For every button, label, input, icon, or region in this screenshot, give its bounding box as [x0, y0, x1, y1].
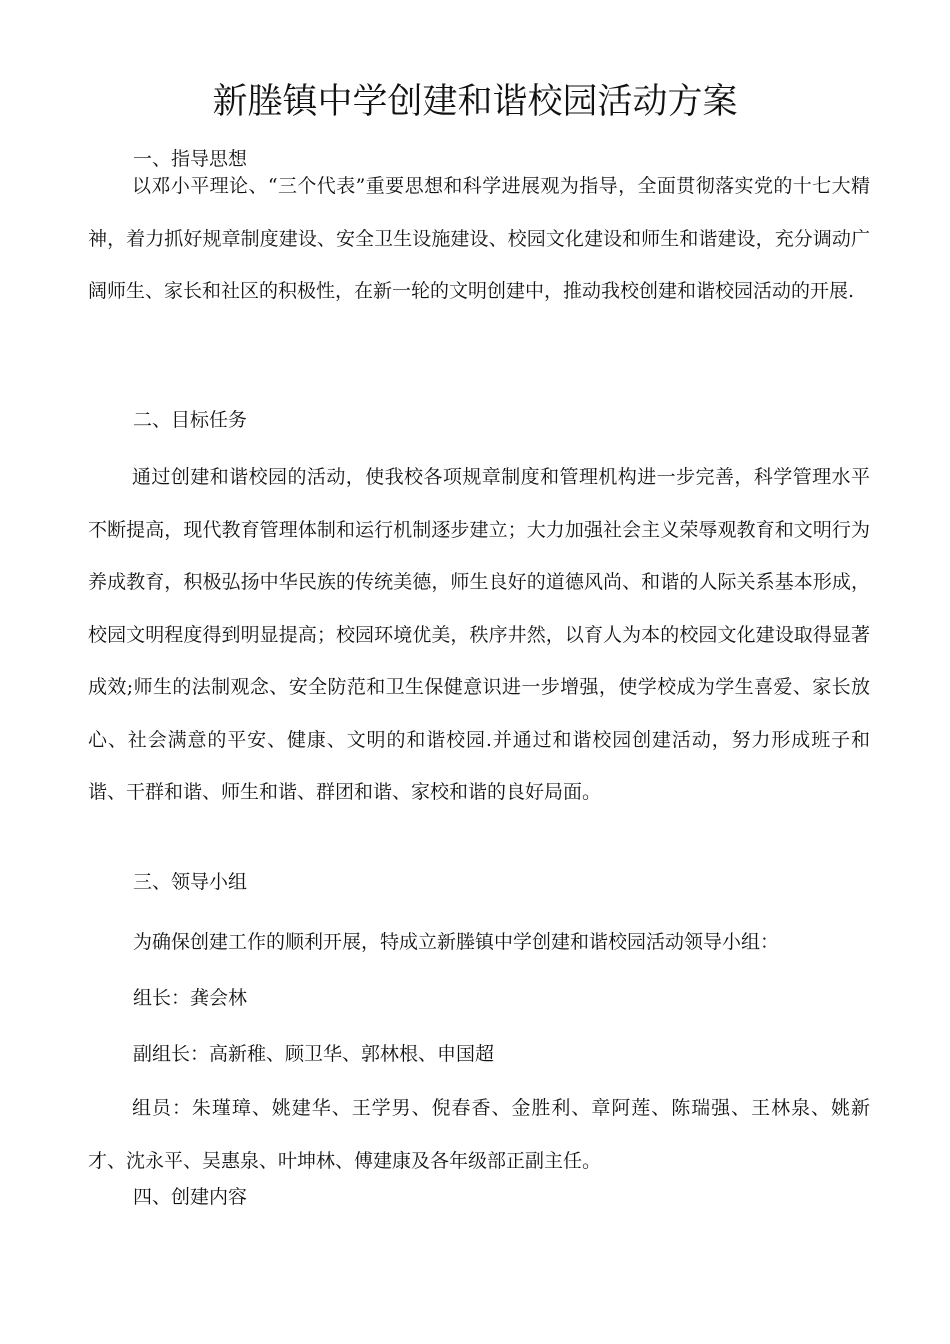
section-heading-guiding-thought: 一、指导思想 [133, 148, 248, 170]
section-heading-leadership-group: 三、领导小组 [133, 871, 248, 893]
leadership-intro: 为确保创建工作的顺利开展，特成立新塍镇中学创建和谐校园活动领导小组： [133, 931, 780, 953]
section-heading-goals: 二、目标任务 [133, 409, 248, 431]
paragraph-goals: 通过创建和谐校园的活动，使我校各项规章制度和管理机构进一步完善，科学管理水平不断提高，现代教育管理体制和运行机制逐步建立；大力加强社会主义荣辱观教育和文明行为养成教育，积极弘扬中华民族的传统美德，师生良好的道德风尚、和谐的人际关系基本形成，校园文明程度得到明显提高；校园环境优美，秩序井然，以育人为本的校园文化建设取得显著成效;师生的法制观念、安全防范和卫生保健意识进一步增强，使学校成为学生喜爱、家长放心、社会满意的平安、健康、文明的和谐校园.并通过和谐校园创建活动，努力形成班子和谐、干群和谐、师生和谐、群团和谐、家校和谐的良好局面。 [88, 466, 870, 803]
deputy-leaders: 副组长：高新稚、顾卫华、郭林根、申国超 [133, 1043, 495, 1065]
group-leader: 组长：龚会林 [133, 987, 248, 1009]
section-heading-content: 四、创建内容 [133, 1186, 248, 1208]
document-title: 新塍镇中学创建和谐校园活动方案 [212, 82, 738, 122]
group-members: 组员：朱瑾璋、姚建华、王学男、倪春香、金胜利、章阿莲、陈瑞强、王林泉、姚新才、沈永平、吴惠泉、叶坤林、傅建康及各年级部正副主任。 [88, 1097, 870, 1172]
paragraph-guiding-thought: 以邓小平理论、“三个代表”重要思想和科学进展观为指导，全面贯彻落实党的十七大精神，着力抓好规章制度建设、安全卫生设施建设、校园文化建设和师生和谐建设，充分调动广阔师生、家长和社区的积极性，在新一轮的文明创建中，推动我校创建和谐校园活动的开展. [88, 175, 870, 302]
